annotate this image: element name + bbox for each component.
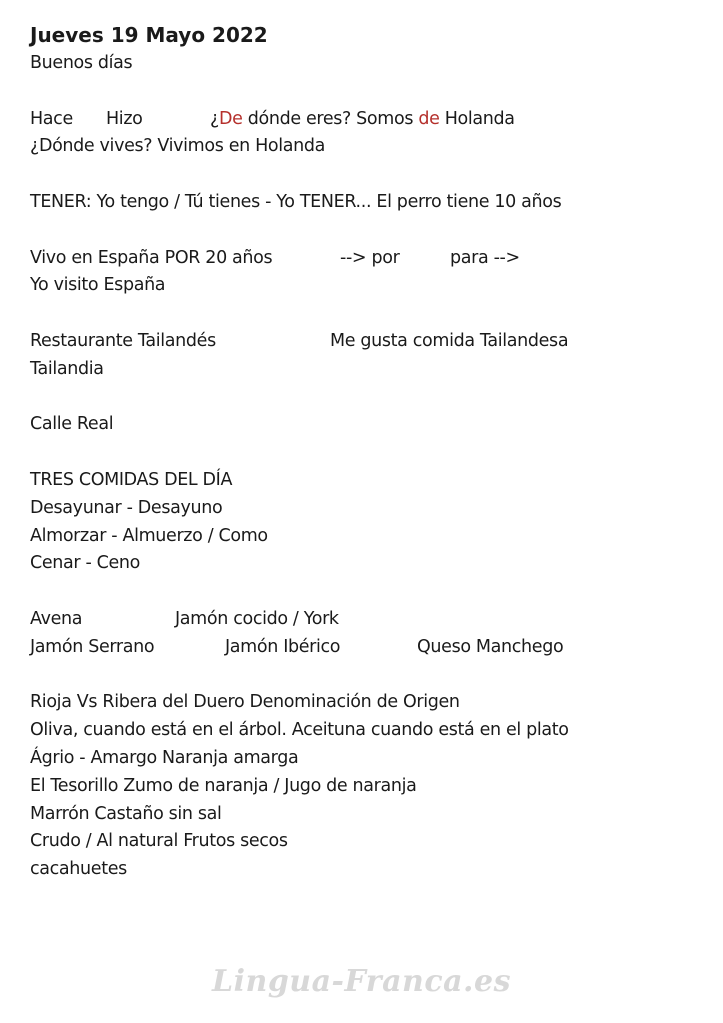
restaurante-line <box>30 328 710 356</box>
oliva-line: Oliva, cuando está en el árbol. Aceituna cuando está en el plato <box>30 720 569 741</box>
queso-manchego-text: Queso Manchego <box>417 636 564 657</box>
cenar-line: Cenar - Ceno <box>30 553 141 574</box>
tener-line: TENER: Yo tengo / Tú tienes - Yo TENER... El perro tiene 10 años <box>30 191 562 212</box>
cacahuetes-line: cacahuetes <box>30 859 127 880</box>
visito-line: Yo visito España <box>30 275 166 296</box>
agrio-line: Ágrio - Amargo Naranja amarga <box>30 747 299 768</box>
jamon-iberico-text: Jamón Ibérico <box>225 636 341 657</box>
page-title: Jueves 19 Mayo 2022 <box>30 23 268 47</box>
blank-line <box>30 439 710 467</box>
blank-line <box>30 300 710 328</box>
vivo-espana-line <box>30 245 710 273</box>
me-gusta-text: Me gusta comida Tailandesa <box>330 330 569 351</box>
question-middle: dónde eres? Somos <box>242 108 419 129</box>
por-arrow-text: --> por <box>340 247 400 268</box>
blank-line <box>30 578 710 606</box>
jamon-cocido-text: Jamón cocido / York <box>175 608 339 629</box>
marron-line: Marrón Castaño sin sal <box>30 803 222 824</box>
jamon-line <box>30 634 710 662</box>
blank-line <box>30 78 710 106</box>
tesorillo-line: El Tesorillo Zumo de naranja / Jugo de naranja <box>30 775 417 796</box>
calle-real-line: Calle Real <box>30 414 114 435</box>
hace-text: Hace <box>30 108 73 129</box>
avena-line <box>30 606 710 634</box>
tailandia-line: Tailandia <box>30 358 104 379</box>
highlight-de-2: de <box>418 108 440 129</box>
almorzar-line: Almorzar - Almuerzo / Como <box>30 525 268 546</box>
question-open: ¿ <box>210 108 219 129</box>
question-end: Holanda <box>439 108 515 129</box>
avena-text: Avena <box>30 608 83 629</box>
para-arrow-text: para --> <box>450 247 520 268</box>
blank-line <box>30 161 710 189</box>
jamon-serrano-text: Jamón Serrano <box>30 636 155 657</box>
blank-line <box>30 662 710 690</box>
watermark-logo: Lingua-Franca.es <box>212 964 511 999</box>
highlight-de-1: De <box>218 108 243 129</box>
hizo-text: Hizo <box>106 108 143 129</box>
vivo-text: Vivo en España POR 20 años <box>30 247 273 268</box>
tres-comidas-heading: TRES COMIDAS DEL DÍA <box>30 469 233 490</box>
rioja-line: Rioja Vs Ribera del Duero Denominación de Origen <box>30 692 460 713</box>
restaurante-text: Restaurante Tailandés <box>30 330 216 351</box>
desayunar-line: Desayunar - Desayuno <box>30 497 223 518</box>
blank-line <box>30 217 710 245</box>
greeting-line: Buenos días <box>30 53 133 73</box>
hace-hizo-line <box>30 106 710 134</box>
document-page <box>30 20 710 884</box>
crudo-line: Crudo / Al natural Frutos secos <box>30 831 288 852</box>
blank-line <box>30 384 710 412</box>
donde-vives-line: ¿Dónde vives? Vivimos en Holanda <box>30 136 326 157</box>
